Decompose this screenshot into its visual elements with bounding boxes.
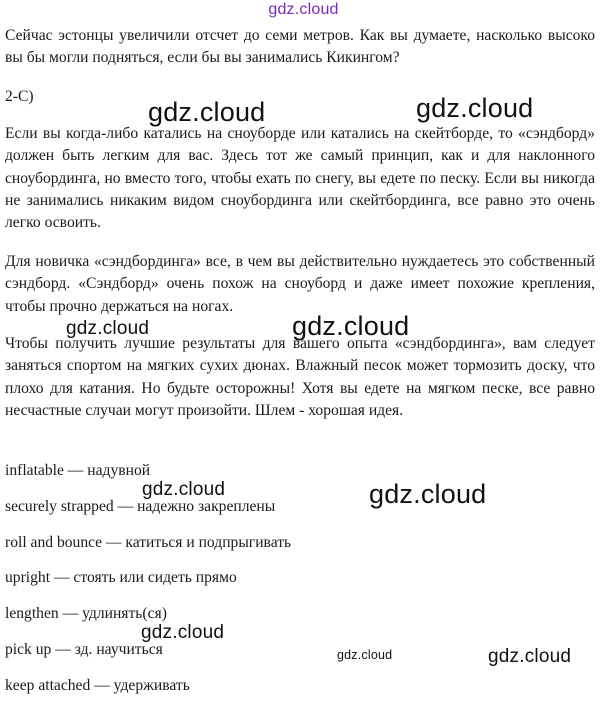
watermark: gdz.cloud — [66, 318, 150, 339]
section-label: 2-C) — [5, 88, 34, 105]
watermark: gdz.cloud — [292, 311, 410, 341]
paragraph-sandboard-intro: Если вы когда-либо катались на сноуборде или катались на скейтборде, то «сэндборд» должен быть легким для вас. Здесь тот же самый принцип, как и для наклонного сноубординга, но вместо того, чтобы ехать по снегу, вы едете по песку. Если вы никогда не занимались никаким видом сноубординга или скейтбординга, все равно это очень легко освоить. — [5, 125, 595, 232]
vocab-item: upright — стоять или сидеть прямо — [5, 569, 237, 586]
watermark: gdz.cloud — [142, 479, 226, 500]
paragraph-sandboard-tips: Чтобы получить лучшие результаты для вашего опыта «сэндбординга», вам следует заняться спортом на мягких сухих дюнах. Влажный песок может тормозить доску, что плохо для катания. Но будьте осторожны! Хотя вы едете на мягком песке, все равно несчастные случаи могут произойти. Шлем - хорошая идея. — [5, 335, 595, 419]
paragraph-kiking: Сейчас эстонцы увеличили отсчет до семи метров. Как вы думаете, насколько высоко вы бы могли подняться, если бы вы занимались Кикингом? — [5, 27, 595, 67]
watermark: gdz.cloud — [337, 648, 393, 662]
paragraph-sandboard-beginner: Для новичка «сэндбординга» все, в чем вы действительно нуждаетесь это собственный сэндборд. «Сэндборд» очень похож на сноуборд и даже имеет похожие крепления, чтобы прочно держаться на ногах. — [5, 253, 595, 315]
vocab-item: inflatable — надувной — [5, 462, 151, 479]
watermark: gdz.cloud — [488, 646, 572, 667]
site-watermark-header: gdz.cloud — [268, 1, 339, 18]
vocab-item: pick up — зд. научиться — [5, 641, 163, 658]
vocab-item: roll and bounce — катиться и подпрыгивать — [5, 534, 292, 551]
watermark: gdz.cloud — [141, 622, 225, 643]
watermark: gdz.cloud — [369, 479, 487, 509]
vocab-item: keep attached — удерживать — [5, 677, 190, 694]
watermark: gdz.cloud — [148, 97, 266, 127]
vocab-item: securely strapped — надежно закреплены — [5, 498, 276, 515]
watermark: gdz.cloud — [416, 93, 534, 123]
vocab-item: lengthen — удлинять(ся) — [5, 605, 167, 622]
